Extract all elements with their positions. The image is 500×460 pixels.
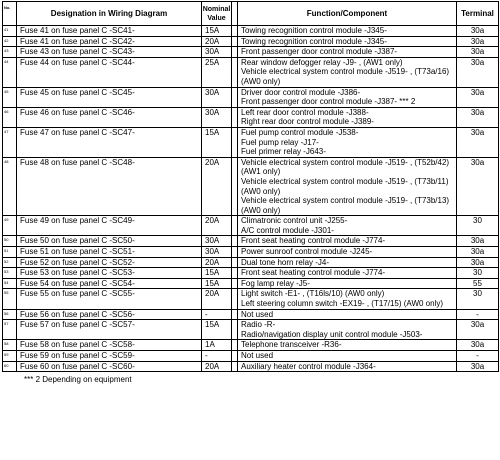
row-designation: Fuse 48 on fuse panel C -SC48- — [17, 157, 202, 216]
table-row — [3, 216, 499, 236]
row-function — [238, 26, 457, 37]
row-number: 42 — [3, 36, 17, 47]
row-terminal: 30a — [457, 247, 499, 258]
table-row — [3, 361, 499, 372]
table-row — [3, 351, 499, 362]
row-function — [238, 361, 457, 372]
row-number: 43 — [3, 47, 17, 58]
row-number: 47 — [3, 127, 17, 157]
table-row — [3, 247, 499, 258]
row-number: 55 — [3, 289, 17, 309]
row-designation: Fuse 41 on fuse panel C -SC42- — [17, 36, 202, 47]
row-designation: Fuse 50 on fuse panel C -SC50- — [17, 236, 202, 247]
row-nominal-value: 30A — [202, 87, 232, 107]
table-row — [3, 320, 499, 340]
function-line: Fuel pump relay -J17- — [241, 137, 319, 147]
row-nominal-value: 25A — [202, 57, 232, 87]
function-line: Vehicle electrical system control module -J519- , (T73b/11) — [241, 176, 449, 186]
row-function — [238, 216, 457, 236]
table-row — [3, 278, 499, 289]
row-number: 51 — [3, 247, 17, 258]
row-terminal: 30a — [457, 257, 499, 268]
function-line: Power sunroof control module -J245- — [241, 247, 373, 257]
row-number: 48 — [3, 157, 17, 216]
function-line: Front seat heating control module -J774- — [241, 268, 386, 278]
row-designation: Fuse 54 on fuse panel C -SC54- — [17, 278, 202, 289]
row-terminal: 30a — [457, 107, 499, 127]
row-nominal-value: 30A — [202, 107, 232, 127]
header-number: No. — [3, 2, 17, 26]
function-line: Left steering column switch -EX19- , (T17/15) (AW0 only) — [241, 299, 443, 309]
row-number: 53 — [3, 268, 17, 279]
row-nominal-value: 15A — [202, 278, 232, 289]
row-function — [238, 36, 457, 47]
function-line: A/C control module -J301- — [241, 225, 334, 235]
row-designation: Fuse 47 on fuse panel C -SC47- — [17, 127, 202, 157]
row-number: 58 — [3, 340, 17, 351]
row-number: 59 — [3, 351, 17, 362]
function-line: Vehicle electrical system control module -J519- , (T52b/42) — [241, 157, 450, 167]
row-number: 54 — [3, 278, 17, 289]
row-designation: Fuse 46 on fuse panel C -SC46- — [17, 107, 202, 127]
row-terminal: - — [457, 351, 499, 362]
row-terminal: 30 — [457, 268, 499, 279]
function-line: Fuel primer relay -J643- — [241, 147, 326, 157]
fuse-table — [2, 1, 499, 372]
row-function — [238, 107, 457, 127]
table-row — [3, 289, 499, 309]
function-line: Towing recognition control module -J345- — [241, 36, 387, 46]
table-row — [3, 340, 499, 351]
function-line: Rear window defogger relay -J9- , (AW1 only) — [241, 57, 403, 67]
row-designation: Fuse 51 on fuse panel C -SC51- — [17, 247, 202, 258]
function-line: Vehicle electrical system control module -J519- , (T73b/13) — [241, 196, 450, 206]
row-designation: Fuse 58 on fuse panel C -SC58- — [17, 340, 202, 351]
function-line: (AW1 only) — [241, 167, 281, 177]
row-designation: Fuse 49 on fuse panel C -SC49- — [17, 216, 202, 236]
row-terminal: 30a — [457, 320, 499, 340]
row-designation: Fuse 52 on fuse panel C -SC52- — [17, 257, 202, 268]
row-nominal-value: 15A — [202, 127, 232, 157]
row-number: 44 — [3, 57, 17, 87]
row-number: 46 — [3, 107, 17, 127]
row-designation: Fuse 45 on fuse panel C -SC45- — [17, 87, 202, 107]
row-terminal: 30a — [457, 340, 499, 351]
row-nominal-value: 20A — [202, 216, 232, 236]
row-function — [238, 340, 457, 351]
function-line: Front passenger door control module -J387- *** 2 — [241, 97, 416, 107]
table-row — [3, 57, 499, 87]
function-line: Dual tone horn relay -J4- — [241, 257, 330, 267]
function-line: Not used — [241, 351, 274, 360]
row-function — [238, 351, 457, 362]
row-function — [238, 257, 457, 268]
row-nominal-value: 15A — [202, 268, 232, 279]
row-number: 45 — [3, 87, 17, 107]
row-number: 57 — [3, 320, 17, 340]
row-number: 52 — [3, 257, 17, 268]
row-designation: Fuse 56 on fuse panel C -SC56- — [17, 309, 202, 320]
header-function: Function/Component — [238, 2, 457, 26]
row-function — [238, 268, 457, 279]
row-terminal: 30 — [457, 289, 499, 309]
row-function — [238, 127, 457, 157]
function-line: Fog lamp relay -J5- — [241, 278, 310, 288]
row-terminal: 30a — [457, 36, 499, 47]
function-line: (AW0 only) — [241, 76, 281, 86]
row-nominal-value: - — [202, 309, 232, 320]
row-function — [238, 278, 457, 289]
row-terminal: 30a — [457, 236, 499, 247]
row-nominal-value: 15A — [202, 26, 232, 37]
row-function — [238, 157, 457, 216]
row-nominal-value: 15A — [202, 320, 232, 340]
row-nominal-value: 30A — [202, 236, 232, 247]
row-terminal: 30a — [457, 26, 499, 37]
table-row — [3, 107, 499, 127]
row-number: 60 — [3, 361, 17, 372]
table-row — [3, 309, 499, 320]
row-nominal-value: - — [202, 351, 232, 362]
row-designation: Fuse 41 on fuse panel C -SC41- — [17, 26, 202, 37]
row-designation: Fuse 43 on fuse panel C -SC43- — [17, 47, 202, 58]
function-line: Telephone transceiver -R36- — [241, 340, 342, 350]
function-line: Front passenger door control module -J387- — [241, 47, 398, 57]
row-nominal-value: 30A — [202, 47, 232, 58]
row-number: 50 — [3, 236, 17, 247]
table-row — [3, 257, 499, 268]
footnote: *** 2 Depending on equipment — [24, 375, 132, 385]
header-terminal: Terminal — [457, 2, 499, 26]
row-terminal: 30a — [457, 127, 499, 157]
row-nominal-value: 20A — [202, 36, 232, 47]
table-row — [3, 127, 499, 157]
row-terminal: 30a — [457, 47, 499, 58]
table-row — [3, 157, 499, 216]
row-nominal-value: 1A — [202, 340, 232, 351]
function-line: Front seat heating control module -J774- — [241, 236, 386, 246]
row-function — [238, 289, 457, 309]
header-nominal-value: Nominal Value — [202, 2, 232, 26]
row-designation: Fuse 55 on fuse panel C -SC55- — [17, 289, 202, 309]
function-line: Left rear door control module -J388- — [241, 107, 369, 117]
row-terminal: 30a — [457, 157, 499, 216]
row-designation: Fuse 59 on fuse panel C -SC59- — [17, 351, 202, 362]
table-header-row — [3, 2, 499, 26]
row-function — [238, 247, 457, 258]
function-line: Right rear door control module -J389- — [241, 117, 374, 127]
row-number: 41 — [3, 26, 17, 37]
function-line: Radio -R- — [241, 320, 276, 330]
table-row — [3, 47, 499, 58]
function-line: Radio/navigation display unit control module -J503- — [241, 329, 423, 339]
function-line: Auxiliary heater control module -J364- — [241, 361, 376, 371]
row-designation: Fuse 60 on fuse panel C -SC60- — [17, 361, 202, 372]
table-row — [3, 87, 499, 107]
row-terminal: 30a — [457, 87, 499, 107]
row-designation: Fuse 53 on fuse panel C -SC53- — [17, 268, 202, 279]
function-line: Light switch -E1- , (T16ls/10) (AW0 only) — [241, 289, 385, 299]
row-function — [238, 236, 457, 247]
row-nominal-value: 20A — [202, 361, 232, 372]
row-designation: Fuse 44 on fuse panel C -SC44- — [17, 57, 202, 87]
row-nominal-value: 20A — [202, 157, 232, 216]
row-terminal: 30 — [457, 216, 499, 236]
row-designation: Fuse 57 on fuse panel C -SC57- — [17, 320, 202, 340]
row-nominal-value: 20A — [202, 289, 232, 309]
table-row — [3, 236, 499, 247]
function-line: Climatronic control unit -J255- — [241, 216, 348, 226]
row-number: 56 — [3, 309, 17, 320]
row-terminal: 55 — [457, 278, 499, 289]
table-row — [3, 36, 499, 47]
row-nominal-value: 20A — [202, 257, 232, 268]
row-nominal-value: 30A — [202, 247, 232, 258]
table-row — [3, 268, 499, 279]
row-function — [238, 309, 457, 320]
function-line: Driver door control module -J386- — [241, 87, 361, 97]
row-terminal: - — [457, 309, 499, 320]
row-function — [238, 87, 457, 107]
row-terminal: 30a — [457, 361, 499, 372]
row-function — [238, 320, 457, 340]
table-row — [3, 26, 499, 37]
function-line: Vehicle electrical system control module -J519- , (T73a/16) — [241, 67, 450, 77]
function-line: Not used — [241, 309, 274, 319]
row-number: 49 — [3, 216, 17, 236]
function-line: Fuel pump control module -J538- — [241, 127, 359, 137]
function-line: (AW0 only) — [241, 186, 281, 196]
function-line: (AW0 only) — [241, 205, 281, 215]
row-function — [238, 47, 457, 58]
row-terminal: 30a — [457, 57, 499, 87]
function-line: Towing recognition control module -J345- — [241, 26, 387, 35]
row-function — [238, 57, 457, 87]
header-designation: Designation in Wiring Diagram — [17, 2, 202, 26]
